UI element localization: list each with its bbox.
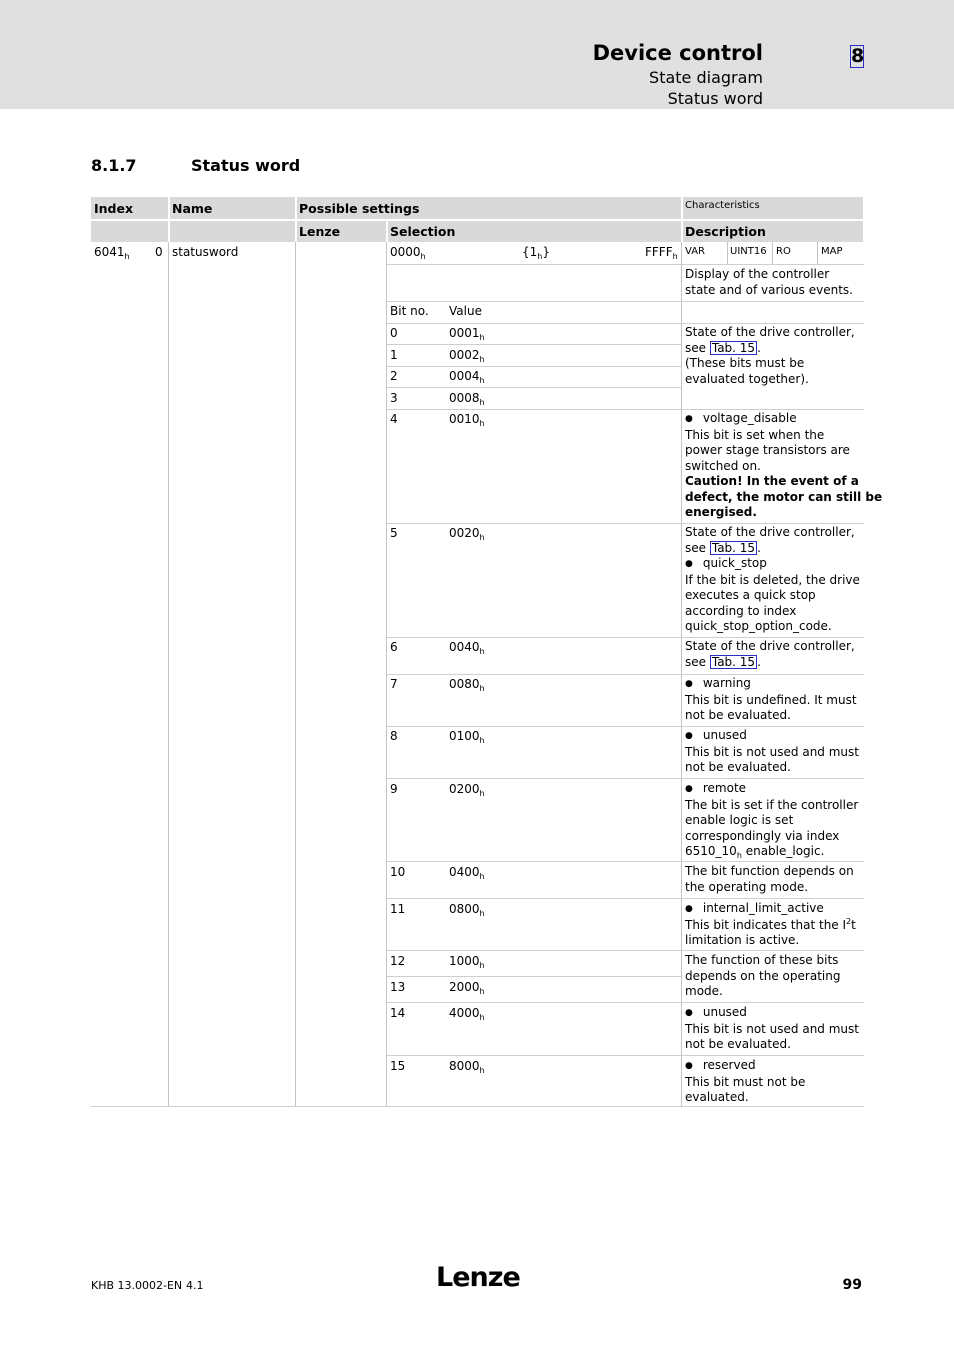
parameter-name: statusword: [172, 245, 239, 259]
header-separator: [295, 197, 297, 242]
selection-max: $FFFF_h$: [645, 245, 678, 261]
bit-no: 10: [390, 865, 406, 879]
bit-value-header: Value: [449, 304, 482, 318]
bit-no: 0: [390, 326, 398, 340]
bit-value: $0002_h$: [449, 348, 485, 364]
bit-no: 15: [390, 1059, 406, 1073]
row-divider: [387, 861, 864, 862]
description-bit-10: The bit function depends on the operating mode.: [685, 864, 854, 894]
lenze-logo: Lenze: [436, 1262, 520, 1293]
description-bit-15: ● reserved This bit must not be evaluated.: [685, 1058, 861, 1106]
bit-value: $0100_h$: [449, 729, 485, 745]
chapter-subtitle: State diagram: [649, 68, 763, 87]
bit-value: $0040_h$: [449, 640, 485, 656]
bit-no: 6: [390, 640, 398, 654]
section-subtitle: Status word: [667, 89, 763, 108]
bit-no: 1: [390, 348, 398, 362]
description-bit-7: ● warning This bit is undefined. It must not be evaluated.: [685, 676, 861, 724]
tab15-link[interactable]: Tab. 15: [711, 654, 756, 669]
bit-no: 2: [390, 369, 398, 383]
row-divider: [387, 726, 864, 727]
bit-value: $2000_h$: [449, 980, 485, 996]
row-divider: [387, 264, 681, 265]
tab15-link[interactable]: Tab. 15: [711, 340, 756, 355]
char-type: UINT16: [730, 246, 767, 257]
description-bits-12-13: The function of these bits depends on the operating mode.: [685, 953, 841, 998]
bit-value: $0010_h$: [449, 412, 485, 428]
column-divider: [772, 242, 773, 264]
row-divider: [387, 778, 864, 779]
tab15-link[interactable]: Tab. 15: [711, 540, 756, 555]
bit-value: $8000_h$: [449, 1059, 485, 1075]
header-separator: [168, 197, 170, 242]
char-map: MAP: [821, 246, 843, 257]
subindex-value: 0: [155, 245, 163, 259]
table-bottom-border: [91, 1106, 864, 1107]
col-header-lenze: Lenze: [299, 224, 341, 239]
page-number: 99: [842, 1277, 862, 1293]
chapter-number-link[interactable]: 8: [851, 45, 865, 67]
document-version: 4.1: [186, 1279, 204, 1292]
section-number: 8.1.7: [91, 156, 137, 175]
row-divider: [387, 674, 864, 675]
bit-no: 4: [390, 412, 398, 426]
row-divider: [387, 387, 681, 388]
bit-value: $0200_h$: [449, 782, 485, 798]
row-divider: [387, 950, 864, 951]
column-divider: [295, 242, 296, 1106]
row-divider: [387, 523, 864, 524]
bit-no-header: Bit no.: [390, 304, 429, 318]
col-header-name: Name: [172, 201, 213, 216]
bit-no: 7: [390, 677, 398, 691]
bit-value: $0008_h$: [449, 391, 485, 407]
selection-min: $0000_h$: [390, 245, 426, 261]
bit-no: 9: [390, 782, 398, 796]
row-divider: [387, 409, 864, 410]
char-access: RO: [776, 246, 791, 257]
description-bit-8: ● unused This bit is not used and must not be evaluated.: [685, 728, 861, 776]
row-divider: [387, 898, 864, 899]
column-divider: [817, 242, 818, 264]
bit-value: $0004_h$: [449, 369, 485, 385]
column-divider: [168, 242, 169, 1106]
bit-value: $0001_h$: [449, 326, 485, 342]
bit-value: $4000_h$: [449, 1006, 485, 1022]
bit-no: 8: [390, 729, 398, 743]
row-divider: [387, 323, 864, 324]
row-divider: [387, 1002, 864, 1003]
selection-step: $\{1_h\}$: [522, 245, 550, 261]
col-header-index: Index: [94, 201, 134, 216]
bit-no: 5: [390, 526, 398, 540]
row-divider: [387, 976, 681, 977]
description-bit-6: State of the drive controller, see Tab. 15 .: [685, 639, 855, 669]
bit-no: 13: [390, 980, 406, 994]
description-bit-4: ● voltage_disable This bit is set when the power stage transistors are switched on. Caution! In the event of a defect, the motor can still be energised.: [685, 411, 861, 521]
header-band: [0, 0, 954, 109]
row-divider: [387, 301, 864, 302]
header-separator: [386, 221, 388, 242]
header-separator: [681, 197, 683, 242]
row-divider: [387, 344, 681, 345]
description-bit-14: ● unused This bit is not used and must not be evaluated.: [685, 1005, 861, 1053]
section-title: Status word: [191, 156, 301, 175]
bit-no: 3: [390, 391, 398, 405]
bit-no: 11: [390, 902, 406, 916]
index-value: $6041_h$: [94, 245, 130, 261]
bit-value: $1000_h$: [449, 954, 485, 970]
bit-value: $0020_h$: [449, 526, 485, 542]
description-bit-5: State of the drive controller, see Tab. 15 . ● quick_stop If the bit is deleted, the drive executes a quick stop according to index quick_stop_option_code.: [685, 525, 861, 635]
col-header-possible-settings: Possible settings: [299, 201, 420, 216]
col-header-selection: Selection: [390, 224, 456, 239]
row-divider: [682, 264, 864, 265]
col-header-description: Description: [685, 224, 766, 239]
col-header-characteristics: Characteristics: [685, 200, 760, 211]
document-number: KHB 13.0002-EN: [91, 1279, 183, 1292]
chapter-title: Device control: [592, 41, 763, 65]
description-main: Display of the controller state and of various events.: [685, 267, 853, 297]
row-divider: [387, 637, 864, 638]
char-var: VAR: [685, 246, 705, 257]
row-divider: [387, 366, 681, 367]
bit-value: $0080_h$: [449, 677, 485, 693]
description-bit-9: ● remote The bit is set if the controller enable logic is set correspondingly via index $6510\_10_h$ enable_logic.: [685, 781, 861, 860]
bit-value: $0800_h$: [449, 902, 485, 918]
description-bits-0-3: State of the drive controller, see Tab. 15 . (These bits must be evaluated together).: [685, 325, 855, 386]
bit-no: 12: [390, 954, 406, 968]
column-divider: [727, 242, 728, 264]
bit-no: 14: [390, 1006, 406, 1020]
row-divider: [387, 1055, 864, 1056]
description-bit-11: ● internal_limit_active This bit indicates that the $I^2t$ limitation is active.: [685, 901, 861, 949]
bit-value: $0400_h$: [449, 865, 485, 881]
